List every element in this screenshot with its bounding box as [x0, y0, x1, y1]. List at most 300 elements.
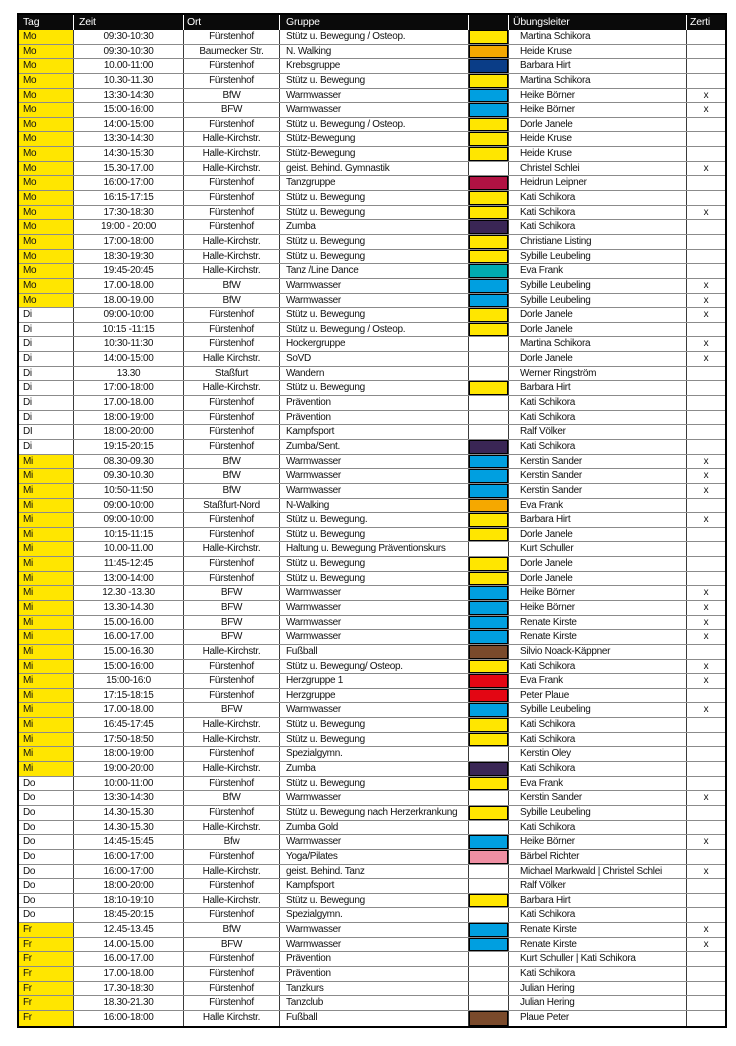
location-cell: Halle-Kirchstr. [184, 821, 280, 835]
table-row [19, 835, 725, 850]
zerti-cell [687, 45, 725, 59]
group-cell: Stütz u. Bewegung / Osteop. [280, 30, 469, 44]
instructor-cell: Eva Frank [509, 499, 687, 513]
instructor-cell: Sybille Leubeling [509, 279, 687, 293]
group-cell: Stütz u. Bewegung / Osteop. [280, 118, 469, 132]
zerti-cell: x [687, 865, 725, 879]
table-row [19, 821, 725, 836]
color-swatch [469, 557, 509, 571]
color-swatch [469, 982, 509, 996]
zerti-cell: x [687, 835, 725, 849]
instructor-cell: Kerstin Sander [509, 484, 687, 498]
table-row [19, 938, 725, 953]
color-swatch [469, 425, 509, 439]
color-swatch [469, 264, 509, 278]
table-row [19, 352, 725, 367]
zerti-cell [687, 250, 725, 264]
instructor-cell: Silvio Noack-Käppner [509, 645, 687, 659]
group-cell: Krebsgruppe [280, 59, 469, 73]
day-cell: Do [19, 865, 74, 879]
time-cell: 17.00-18.00 [74, 396, 184, 410]
time-cell: 13:30-14:30 [74, 791, 184, 805]
table-row [19, 791, 725, 806]
location-cell: BFW [184, 938, 280, 952]
time-cell: 10:00-11:00 [74, 777, 184, 791]
zerti-cell [687, 806, 725, 820]
day-cell: Do [19, 777, 74, 791]
instructor-cell: Sybille Leubeling [509, 250, 687, 264]
time-cell: 18.00-19.00 [74, 294, 184, 308]
color-swatch [469, 542, 509, 556]
location-cell: Fürstenhof [184, 220, 280, 234]
column-header-tag: Tag [19, 15, 74, 30]
day-cell: Do [19, 850, 74, 864]
time-cell: 18:10-19:10 [74, 894, 184, 908]
group-cell: Warmwasser [280, 103, 469, 117]
time-cell: 17.00-18.00 [74, 703, 184, 717]
zerti-cell [687, 74, 725, 88]
color-swatch [469, 381, 509, 395]
table-row [19, 513, 725, 528]
location-cell: Halle-Kirchstr. [184, 865, 280, 879]
instructor-cell: Kati Schikora [509, 206, 687, 220]
table-row [19, 411, 725, 426]
day-cell: Mo [19, 162, 74, 176]
time-cell: 14:45-15:45 [74, 835, 184, 849]
group-cell: Zumba/Sent. [280, 440, 469, 454]
table-row [19, 1011, 725, 1026]
color-swatch [469, 777, 509, 791]
zerti-cell: x [687, 513, 725, 527]
zerti-cell [687, 1011, 725, 1026]
time-cell: 13:00-14:00 [74, 572, 184, 586]
day-cell: Mo [19, 132, 74, 146]
color-swatch [469, 850, 509, 864]
instructor-cell: Heike Börner [509, 89, 687, 103]
day-cell: Mi [19, 601, 74, 615]
time-cell: 18:00-19:00 [74, 747, 184, 761]
color-swatch [469, 747, 509, 761]
instructor-cell: Barbara Hirt [509, 894, 687, 908]
zerti-cell [687, 747, 725, 761]
group-cell: Warmwasser [280, 279, 469, 293]
color-swatch [469, 89, 509, 103]
instructor-cell: Sybille Leubeling [509, 294, 687, 308]
table-row [19, 176, 725, 191]
zerti-cell [687, 264, 725, 278]
time-cell: 10:15-11:15 [74, 528, 184, 542]
instructor-cell: Kati Schikora [509, 660, 687, 674]
time-cell: 10.00-11.00 [74, 542, 184, 556]
location-cell: Halle-Kirchstr. [184, 250, 280, 264]
location-cell: BfW [184, 791, 280, 805]
table-row [19, 879, 725, 894]
time-cell: 18:00-20:00 [74, 425, 184, 439]
time-cell: 15.30-17.00 [74, 162, 184, 176]
instructor-cell: Renate Kirste [509, 616, 687, 630]
group-cell: Stütz u. Bewegung [280, 894, 469, 908]
time-cell: 16:45-17:45 [74, 718, 184, 732]
day-cell: Mo [19, 191, 74, 205]
day-cell: DI [19, 425, 74, 439]
table-row [19, 499, 725, 514]
zerti-cell: x [687, 455, 725, 469]
zerti-cell [687, 425, 725, 439]
table-row [19, 162, 725, 177]
zerti-cell: x [687, 484, 725, 498]
instructor-cell: Julian Hering [509, 982, 687, 996]
color-swatch [469, 176, 509, 190]
instructor-cell: Renate Kirste [509, 923, 687, 937]
group-cell: geist. Behind. Tanz [280, 865, 469, 879]
day-cell: Mo [19, 30, 74, 44]
day-cell: Di [19, 367, 74, 381]
location-cell: Fürstenhof [184, 952, 280, 966]
column-header-ort: Ort [184, 15, 280, 30]
color-swatch [469, 118, 509, 132]
day-cell: Mo [19, 45, 74, 59]
location-cell: Fürstenhof [184, 996, 280, 1010]
zerti-cell [687, 879, 725, 893]
time-cell: 15:00-16:00 [74, 103, 184, 117]
instructor-cell: Kati Schikora [509, 821, 687, 835]
zerti-cell [687, 982, 725, 996]
color-swatch [469, 45, 509, 59]
group-cell: Stütz u. Bewegung [280, 250, 469, 264]
instructor-cell: Martina Schikora [509, 74, 687, 88]
table-row [19, 147, 725, 162]
color-swatch [469, 718, 509, 732]
zerti-cell: x [687, 89, 725, 103]
time-cell: 16:00-17:00 [74, 850, 184, 864]
group-cell: Stütz u. Bewegung/ Osteop. [280, 660, 469, 674]
group-cell: Haltung u. Bewegung Präventionskurs [280, 542, 469, 556]
color-swatch [469, 337, 509, 351]
instructor-cell: Kati Schikora [509, 191, 687, 205]
table-row [19, 528, 725, 543]
day-cell: Fr [19, 923, 74, 937]
group-cell: Fußball [280, 645, 469, 659]
location-cell: BFW [184, 103, 280, 117]
table-row [19, 30, 725, 45]
location-cell: BfW [184, 89, 280, 103]
time-cell: 12.30 -13.30 [74, 586, 184, 600]
color-swatch [469, 103, 509, 117]
group-cell: Stütz u. Bewegung [280, 235, 469, 249]
color-swatch [469, 996, 509, 1010]
time-cell: 14.30-15.30 [74, 821, 184, 835]
time-cell: 09:00-10:00 [74, 513, 184, 527]
group-cell: Stütz u. Bewegung [280, 777, 469, 791]
day-cell: Di [19, 352, 74, 366]
day-cell: Mo [19, 235, 74, 249]
location-cell: Halle-Kirchstr. [184, 235, 280, 249]
location-cell: Halle Kirchstr. [184, 1011, 280, 1026]
location-cell: Halle-Kirchstr. [184, 894, 280, 908]
day-cell: Fr [19, 952, 74, 966]
instructor-cell: Kurt Schuller | Kati Schikora [509, 952, 687, 966]
location-cell: Halle-Kirchstr. [184, 762, 280, 776]
location-cell: Fürstenhof [184, 176, 280, 190]
time-cell: 10:50-11:50 [74, 484, 184, 498]
location-cell: Fürstenhof [184, 59, 280, 73]
location-cell: Staßfurt-Nord [184, 499, 280, 513]
instructor-cell: Dorle Janele [509, 118, 687, 132]
day-cell: Mi [19, 586, 74, 600]
location-cell: Halle Kirchstr. [184, 352, 280, 366]
table-row [19, 323, 725, 338]
location-cell: Fürstenhof [184, 777, 280, 791]
location-cell: Fürstenhof [184, 206, 280, 220]
color-swatch [469, 967, 509, 981]
instructor-cell: Ralf Völker [509, 425, 687, 439]
table-row [19, 762, 725, 777]
zerti-cell [687, 850, 725, 864]
instructor-cell: Sybille Leubeling [509, 806, 687, 820]
group-cell: Stütz u. Bewegung [280, 572, 469, 586]
instructor-cell: Heike Börner [509, 601, 687, 615]
day-cell: Do [19, 821, 74, 835]
instructor-cell: Dorle Janele [509, 352, 687, 366]
instructor-cell: Kerstin Oley [509, 747, 687, 761]
time-cell: 10:15 -11:15 [74, 323, 184, 337]
color-swatch [469, 630, 509, 644]
instructor-cell: Christel Schlei [509, 162, 687, 176]
table-row [19, 206, 725, 221]
time-cell: 08.30-09.30 [74, 455, 184, 469]
day-cell: Do [19, 791, 74, 805]
time-cell: 16:00-18:00 [74, 1011, 184, 1026]
location-cell: Fürstenhof [184, 425, 280, 439]
zerti-cell: x [687, 923, 725, 937]
instructor-cell: Kati Schikora [509, 440, 687, 454]
location-cell: Fürstenhof [184, 806, 280, 820]
instructor-cell: Heike Börner [509, 835, 687, 849]
table-row [19, 440, 725, 455]
zerti-cell [687, 996, 725, 1010]
location-cell: Fürstenhof [184, 850, 280, 864]
zerti-cell [687, 542, 725, 556]
instructor-cell: Heike Börner [509, 586, 687, 600]
zerti-cell: x [687, 630, 725, 644]
table-row [19, 718, 725, 733]
location-cell: Fürstenhof [184, 689, 280, 703]
location-cell: Fürstenhof [184, 674, 280, 688]
group-cell: SoVD [280, 352, 469, 366]
group-cell: Warmwasser [280, 923, 469, 937]
zerti-cell: x [687, 279, 725, 293]
color-swatch [469, 323, 509, 337]
table-row [19, 279, 725, 294]
location-cell: Fürstenhof [184, 30, 280, 44]
zerti-cell [687, 908, 725, 922]
location-cell: Fürstenhof [184, 513, 280, 527]
instructor-cell: Ralf Völker [509, 879, 687, 893]
color-swatch [469, 791, 509, 805]
instructor-cell: Barbara Hirt [509, 59, 687, 73]
instructor-cell: Heide Kruse [509, 132, 687, 146]
time-cell: 15:00-16:0 [74, 674, 184, 688]
time-cell: 10.00-11:00 [74, 59, 184, 73]
color-swatch [469, 352, 509, 366]
group-cell: Warmwasser [280, 484, 469, 498]
zerti-cell: x [687, 586, 725, 600]
instructor-cell: Peter Plaue [509, 689, 687, 703]
column-header-farbe [469, 15, 509, 30]
group-cell: Warmwasser [280, 294, 469, 308]
instructor-cell: Julian Hering [509, 996, 687, 1010]
group-cell: Warmwasser [280, 835, 469, 849]
day-cell: Mi [19, 645, 74, 659]
instructor-cell: Eva Frank [509, 674, 687, 688]
day-cell: Mi [19, 542, 74, 556]
color-swatch [469, 132, 509, 146]
group-cell: geist. Behind. Gymnastik [280, 162, 469, 176]
group-cell: Warmwasser [280, 89, 469, 103]
zerti-cell [687, 220, 725, 234]
time-cell: 17:00-18:00 [74, 381, 184, 395]
location-cell: BFW [184, 601, 280, 615]
table-row [19, 865, 725, 880]
time-cell: 16:15-17:15 [74, 191, 184, 205]
instructor-cell: Kati Schikora [509, 762, 687, 776]
instructor-cell: Dorle Janele [509, 557, 687, 571]
day-cell: Mi [19, 455, 74, 469]
color-swatch [469, 59, 509, 73]
location-cell: BFW [184, 630, 280, 644]
table-row [19, 264, 725, 279]
location-cell: Halle-Kirchstr. [184, 718, 280, 732]
zerti-cell: x [687, 616, 725, 630]
group-cell: Spezialgymn. [280, 908, 469, 922]
day-cell: Mi [19, 630, 74, 644]
color-swatch [469, 220, 509, 234]
color-swatch [469, 908, 509, 922]
table-row [19, 455, 725, 470]
color-swatch [469, 762, 509, 776]
color-swatch [469, 923, 509, 937]
zerti-cell: x [687, 938, 725, 952]
time-cell: 16.00-17.00 [74, 630, 184, 644]
group-cell: Warmwasser [280, 469, 469, 483]
zerti-cell [687, 894, 725, 908]
time-cell: 17.00-18.00 [74, 279, 184, 293]
location-cell: Fürstenhof [184, 323, 280, 337]
color-swatch [469, 74, 509, 88]
column-header-gruppe: Gruppe [280, 15, 469, 30]
table-row [19, 45, 725, 60]
group-cell: Prävention [280, 396, 469, 410]
group-cell: Stütz u. Bewegung. [280, 513, 469, 527]
day-cell: Do [19, 908, 74, 922]
location-cell: Staßfurt [184, 367, 280, 381]
group-cell: Warmwasser [280, 586, 469, 600]
zerti-cell [687, 59, 725, 73]
column-header-zerti: Zerti [690, 16, 711, 28]
zerti-cell [687, 733, 725, 747]
zerti-cell [687, 147, 725, 161]
time-cell: 14.00-15.00 [74, 938, 184, 952]
day-cell: Di [19, 396, 74, 410]
color-swatch [469, 586, 509, 600]
day-cell: Fr [19, 982, 74, 996]
color-swatch [469, 206, 509, 220]
color-swatch [469, 865, 509, 879]
day-cell: Mi [19, 674, 74, 688]
day-cell: Mi [19, 718, 74, 732]
instructor-cell: Renate Kirste [509, 630, 687, 644]
zerti-cell [687, 572, 725, 586]
table-row [19, 396, 725, 411]
zerti-cell [687, 499, 725, 513]
color-swatch [469, 616, 509, 630]
color-swatch [469, 308, 509, 322]
time-cell: 17:30-18:30 [74, 206, 184, 220]
time-cell: 15:00-16:00 [74, 660, 184, 674]
table-row [19, 850, 725, 865]
color-swatch [469, 191, 509, 205]
group-cell: Stütz u. Bewegung [280, 528, 469, 542]
group-cell: Zumba [280, 220, 469, 234]
table-row [19, 308, 725, 323]
table-row [19, 689, 725, 704]
zerti-cell [687, 118, 725, 132]
table-row [19, 250, 725, 265]
day-cell: Do [19, 806, 74, 820]
color-swatch [469, 806, 509, 820]
instructor-cell: Heide Kruse [509, 147, 687, 161]
table-row [19, 616, 725, 631]
location-cell: Fürstenhof [184, 572, 280, 586]
color-swatch [469, 235, 509, 249]
zerti-cell: x [687, 703, 725, 717]
table-row [19, 425, 725, 440]
table-row [19, 103, 725, 118]
day-cell: Mo [19, 250, 74, 264]
location-cell: Fürstenhof [184, 660, 280, 674]
day-cell: Mi [19, 469, 74, 483]
column-header-uebungsleiter: Übungsleiter [509, 15, 687, 30]
time-cell: 17.00-18.00 [74, 967, 184, 981]
table-row [19, 191, 725, 206]
location-cell: Halle-Kirchstr. [184, 733, 280, 747]
group-cell: Stütz u. Bewegung [280, 206, 469, 220]
group-cell: Warmwasser [280, 703, 469, 717]
table-body [19, 30, 725, 1026]
group-cell: Spezialgymn. [280, 747, 469, 761]
day-cell: Mi [19, 513, 74, 527]
location-cell: Halle-Kirchstr. [184, 645, 280, 659]
column-header-zeit: Zeit [74, 15, 184, 30]
day-cell: Mi [19, 616, 74, 630]
day-cell: Fr [19, 996, 74, 1010]
time-cell: 19:00-20:00 [74, 762, 184, 776]
time-cell: 09:30-10:30 [74, 45, 184, 59]
instructor-cell: Dorle Janele [509, 528, 687, 542]
day-cell: Do [19, 894, 74, 908]
day-cell: Mo [19, 89, 74, 103]
zerti-cell [687, 30, 725, 44]
zerti-cell [687, 762, 725, 776]
group-cell: Warmwasser [280, 938, 469, 952]
color-swatch [469, 952, 509, 966]
table-row [19, 908, 725, 923]
color-swatch [469, 660, 509, 674]
group-cell: Stütz u. Bewegung [280, 733, 469, 747]
time-cell: 18.30-21.30 [74, 996, 184, 1010]
color-swatch [469, 601, 509, 615]
day-cell: Mi [19, 703, 74, 717]
